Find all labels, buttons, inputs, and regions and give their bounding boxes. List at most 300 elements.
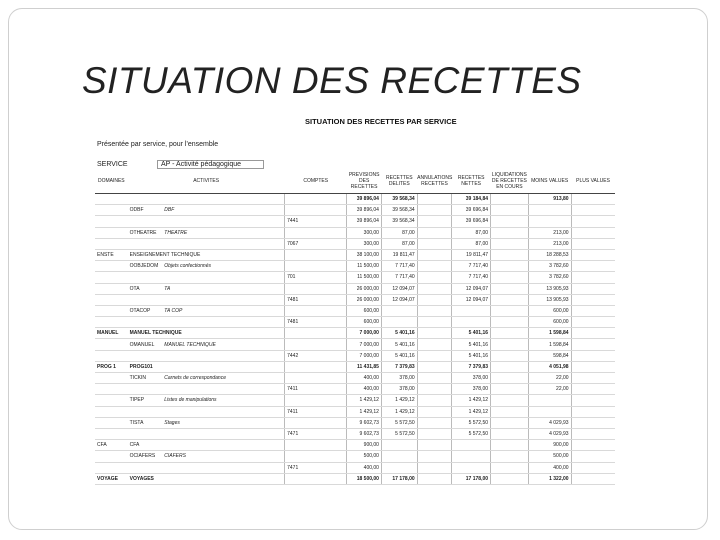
cell-domaine [95,373,128,384]
service-value: AP - Activité pédagogique [157,160,264,169]
cell-previsions: 300,00 [347,238,382,249]
cell-annulations [417,384,452,395]
cell-recettes-nettes [452,462,491,473]
header-recettes-delites: RECETTES DELITES [381,169,417,194]
cell-liquidations [491,440,529,451]
cell-compte [285,395,347,406]
cell-recettes-delites: 12 094,07 [381,294,417,305]
cell-recettes-delites: 5 401,16 [381,350,417,361]
table-row [95,373,615,384]
cell-activite-code [128,238,163,249]
cell-domaine [95,216,128,227]
cell-annulations [417,305,452,316]
cell-moins-values [528,395,571,406]
cell-liquidations [491,272,529,283]
cell-previsions: 600,00 [347,317,382,328]
cell-compte [285,339,347,350]
cell-compte [285,249,347,260]
table-row [95,328,615,339]
cell-activite-code: TIPEP [128,395,163,406]
cell-domaine [95,339,128,350]
cell-liquidations [491,294,529,305]
cell-plus-values [571,428,615,439]
header-plus-values: PLUS VALUES [571,169,615,194]
slide-title: SITUATION DES RECETTES [82,60,582,101]
cell-domaine [95,406,128,417]
cell-plus-values [571,249,615,260]
cell-recettes-delites [381,440,417,451]
cell-domaine: MANUEL [95,328,128,339]
cell-activite-label [162,272,284,283]
cell-liquidations [491,395,529,406]
table-row [95,417,615,428]
cell-activite-code [128,384,163,395]
cell-recettes-nettes: 7 717,40 [452,261,491,272]
cell-recettes-nettes: 1 429,12 [452,406,491,417]
cell-compte: 7441 [285,216,347,227]
cell-compte [285,205,347,216]
cell-compte [285,261,347,272]
cell-recettes-nettes [452,451,491,462]
cell-recettes-nettes: 7 717,40 [452,272,491,283]
cell-domaine [95,428,128,439]
cell-activite-code: ODBF [128,205,163,216]
cell-liquidations [491,317,529,328]
cell-previsions: 39 896,04 [347,216,382,227]
cell-annulations [417,261,452,272]
cell-annulations [417,417,452,428]
cell-activite-code [128,272,163,283]
cell-activite-code: OCIAFERS [128,451,163,462]
cell-recettes-nettes: 5 401,16 [452,328,491,339]
cell-plus-values [571,406,615,417]
cell-activite-code [128,294,163,305]
cell-activite-code: OTHEATRE [128,227,163,238]
table-row [95,294,615,305]
cell-recettes-delites [381,317,417,328]
cell-moins-values: 213,00 [528,227,571,238]
cell-previsions: 1 429,12 [347,395,382,406]
cell-moins-values: 22,00 [528,384,571,395]
cell-annulations [417,350,452,361]
cell-plus-values [571,339,615,350]
table-row [95,261,615,272]
cell-moins-values: 213,00 [528,238,571,249]
cell-plus-values [571,317,615,328]
cell-annulations [417,440,452,451]
cell-activite-label: TA [162,283,284,294]
cell-liquidations [491,283,529,294]
cell-activite-code: MANUEL TECHNIQUE [128,328,163,339]
cell-activite-code: TICKIN [128,373,163,384]
cell-recettes-delites: 7 717,40 [381,261,417,272]
cell-compte [285,283,347,294]
cell-recettes-delites: 5 572,50 [381,428,417,439]
report-title: SITUATION DES RECETTES PAR SERVICE [305,117,457,126]
cell-activite-code: PROG101 [128,361,163,372]
cell-activite-label [162,361,284,372]
cell-annulations [417,283,452,294]
cell-previsions: 600,00 [347,305,382,316]
cell-previsions: 26 000,00 [347,294,382,305]
cell-activite-code: OMANUEL [128,339,163,350]
header-liquidations: LIQUIDATIONS DE RECETTES EN COURS [491,169,529,194]
cell-moins-values: 13 905,93 [528,283,571,294]
cell-compte [285,328,347,339]
cell-activite-label [162,216,284,227]
cell-recettes-nettes: 5 572,50 [452,417,491,428]
cell-plus-values [571,440,615,451]
cell-recettes-nettes: 1 429,12 [452,395,491,406]
cell-domaine [95,238,128,249]
cell-activite-label [162,473,284,484]
cell-activite-code: OTA [128,283,163,294]
cell-plus-values [571,350,615,361]
cell-activite-code: CFA [128,440,163,451]
cell-compte [285,473,347,484]
cell-activite-code [128,462,163,473]
cell-liquidations [491,417,529,428]
cell-liquidations [491,261,529,272]
cell-plus-values [571,205,615,216]
cell-compte: 7442 [285,350,347,361]
cell-recettes-nettes: 12 094,07 [452,283,491,294]
cell-recettes-delites: 378,00 [381,384,417,395]
cell-plus-values [571,216,615,227]
table-row [95,194,615,205]
cell-moins-values: 598,84 [528,350,571,361]
cell-previsions: 400,00 [347,384,382,395]
cell-activite-label [162,194,284,205]
table-row [95,395,615,406]
cell-domaine [95,417,128,428]
cell-compte [285,361,347,372]
cell-annulations [417,216,452,227]
cell-liquidations [491,451,529,462]
cell-recettes-nettes: 87,00 [452,238,491,249]
cell-liquidations [491,462,529,473]
cell-recettes-delites: 7 717,40 [381,272,417,283]
cell-activite-label [162,462,284,473]
cell-liquidations [491,238,529,249]
cell-annulations [417,462,452,473]
cell-recettes-nettes: 87,00 [452,227,491,238]
cell-moins-values [528,406,571,417]
table-header-row [95,169,615,194]
cell-recettes-delites: 5 401,16 [381,339,417,350]
cell-plus-values [571,462,615,473]
cell-domaine [95,283,128,294]
cell-recettes-delites [381,451,417,462]
cell-annulations [417,205,452,216]
cell-moins-values: 600,00 [528,317,571,328]
cell-annulations [417,272,452,283]
cell-moins-values: 18 288,53 [528,249,571,260]
cell-annulations [417,406,452,417]
header-annulations: ANNULATIONS RECETTES [417,169,452,194]
cell-moins-values: 4 051,98 [528,361,571,372]
cell-recettes-delites: 19 811,47 [381,249,417,260]
cell-liquidations [491,205,529,216]
cell-liquidations [491,473,529,484]
service-filter [97,160,264,169]
cell-activite-label [162,440,284,451]
cell-activite-code [128,406,163,417]
cell-recettes-delites: 87,00 [381,227,417,238]
cell-compte [285,417,347,428]
cell-domaine [95,261,128,272]
cell-annulations [417,328,452,339]
table-row [95,440,615,451]
cell-domaine [95,227,128,238]
cell-previsions: 9 602,73 [347,428,382,439]
cell-previsions: 26 000,00 [347,283,382,294]
table-row [95,216,615,227]
cell-annulations [417,317,452,328]
cell-previsions: 18 500,00 [347,473,382,484]
cell-annulations [417,473,452,484]
header-previsions: PREVISIONS DES RECETTES [347,169,382,194]
cell-compte: 7411 [285,406,347,417]
cell-compte: 7471 [285,462,347,473]
table-row [95,272,615,283]
cell-previsions: 9 602,73 [347,417,382,428]
cell-annulations [417,339,452,350]
cell-plus-values [571,473,615,484]
cell-previsions: 11 500,00 [347,272,382,283]
cell-recettes-nettes: 5 572,50 [452,428,491,439]
cell-recettes-delites [381,305,417,316]
cell-previsions: 7 000,00 [347,339,382,350]
cell-domaine [95,272,128,283]
cell-plus-values [571,328,615,339]
table-row [95,384,615,395]
recettes-table [95,169,615,485]
table-row [95,238,615,249]
cell-moins-values: 13 905,93 [528,294,571,305]
cell-plus-values [571,283,615,294]
cell-domaine: PROG 1 [95,361,128,372]
cell-activite-code [128,350,163,361]
cell-recettes-delites: 39 568,34 [381,216,417,227]
cell-previsions: 39 896,04 [347,194,382,205]
cell-activite-code: VOYAGES [128,473,163,484]
cell-previsions: 39 896,04 [347,205,382,216]
cell-previsions: 7 000,00 [347,328,382,339]
cell-activite-code: OTACOP [128,305,163,316]
cell-plus-values [571,305,615,316]
cell-liquidations [491,339,529,350]
cell-liquidations [491,428,529,439]
cell-plus-values [571,227,615,238]
cell-activite-label [162,428,284,439]
cell-moins-values: 3 782,60 [528,272,571,283]
cell-plus-values [571,272,615,283]
cell-previsions: 38 100,00 [347,249,382,260]
cell-recettes-nettes [452,317,491,328]
cell-compte [285,373,347,384]
cell-recettes-nettes: 39 696,84 [452,216,491,227]
cell-domaine [95,317,128,328]
cell-recettes-delites: 7 379,83 [381,361,417,372]
cell-moins-values: 913,80 [528,194,571,205]
cell-activite-code [128,194,163,205]
table-row [95,473,615,484]
cell-moins-values [528,216,571,227]
cell-annulations [417,373,452,384]
cell-moins-values: 4 029,93 [528,428,571,439]
table-row [95,305,615,316]
cell-compte: 7067 [285,238,347,249]
cell-activite-code [128,216,163,227]
cell-moins-values: 500,00 [528,451,571,462]
table-row [95,205,615,216]
cell-compte [285,440,347,451]
header-moins-values: MOINS VALUES [528,169,571,194]
table-row [95,283,615,294]
cell-plus-values [571,384,615,395]
cell-plus-values [571,294,615,305]
cell-annulations [417,451,452,462]
cell-previsions: 900,00 [347,440,382,451]
cell-annulations [417,249,452,260]
cell-compte: 7481 [285,294,347,305]
cell-compte: 701 [285,272,347,283]
cell-recettes-nettes: 19 811,47 [452,249,491,260]
cell-recettes-nettes: 12 094,07 [452,294,491,305]
cell-recettes-delites [381,462,417,473]
cell-liquidations [491,305,529,316]
cell-activite-label: Carnets de correspondance [162,373,284,384]
cell-previsions: 400,00 [347,462,382,473]
cell-recettes-nettes: 39 696,84 [452,205,491,216]
cell-liquidations [491,216,529,227]
cell-recettes-delites: 1 429,12 [381,395,417,406]
cell-compte [285,305,347,316]
cell-moins-values: 1 322,00 [528,473,571,484]
cell-domaine [95,205,128,216]
cell-activite-label: Objets confectionnés [162,261,284,272]
cell-activite-label: DBF [162,205,284,216]
cell-liquidations [491,361,529,372]
table-row [95,249,615,260]
cell-previsions: 400,00 [347,373,382,384]
cell-recettes-delites: 39 568,34 [381,205,417,216]
cell-moins-values: 900,00 [528,440,571,451]
cell-compte [285,194,347,205]
cell-previsions: 11 500,00 [347,261,382,272]
cell-domaine [95,384,128,395]
cell-previsions: 7 000,00 [347,350,382,361]
cell-activite-label: Stages [162,417,284,428]
cell-activite-label [162,238,284,249]
cell-compte: 7481 [285,317,347,328]
cell-recettes-delites: 87,00 [381,238,417,249]
table-row [95,451,615,462]
cell-annulations [417,294,452,305]
cell-previsions: 300,00 [347,227,382,238]
header-activites: ACTIVITES [128,169,285,194]
header-recettes-nettes: RECETTES NETTES [452,169,491,194]
cell-plus-values [571,373,615,384]
cell-activite-label [162,350,284,361]
table-row [95,339,615,350]
cell-recettes-nettes: 17 178,00 [452,473,491,484]
cell-domaine [95,395,128,406]
cell-activite-label: MANUEL TECHNIQUE [162,339,284,350]
cell-recettes-nettes [452,440,491,451]
cell-liquidations [491,384,529,395]
cell-domaine [95,305,128,316]
cell-activite-label [162,294,284,305]
cell-moins-values: 4 029,93 [528,417,571,428]
cell-liquidations [491,227,529,238]
cell-plus-values [571,451,615,462]
cell-liquidations [491,350,529,361]
report-image [95,116,659,482]
cell-moins-values: 1 598,84 [528,328,571,339]
cell-activite-code [128,428,163,439]
cell-moins-values: 1 598,84 [528,339,571,350]
table-row [95,428,615,439]
cell-activite-label: Listes de manipulations [162,395,284,406]
cell-liquidations [491,406,529,417]
cell-recettes-delites: 17 178,00 [381,473,417,484]
cell-activite-label [162,406,284,417]
cell-domaine: CFA [95,440,128,451]
cell-activite-code: TISTA [128,417,163,428]
table-row [95,406,615,417]
cell-domaine [95,194,128,205]
header-domaines: DOMAINES [95,169,128,194]
cell-moins-values [528,205,571,216]
cell-previsions: 11 431,85 [347,361,382,372]
cell-activite-code [128,317,163,328]
cell-domaine [95,462,128,473]
cell-annulations [417,428,452,439]
cell-activite-label [162,317,284,328]
cell-plus-values [571,238,615,249]
cell-liquidations [491,328,529,339]
table-row [95,227,615,238]
cell-recettes-delites: 5 572,50 [381,417,417,428]
cell-moins-values: 400,00 [528,462,571,473]
service-label: SERVICE [97,161,128,168]
cell-liquidations [491,249,529,260]
cell-activite-label: CIAFERS [162,451,284,462]
cell-moins-values: 3 782,60 [528,261,571,272]
cell-recettes-nettes: 5 401,16 [452,350,491,361]
cell-compte: 7411 [285,384,347,395]
cell-domaine [95,451,128,462]
cell-activite-label [162,384,284,395]
cell-domaine [95,294,128,305]
cell-plus-values [571,395,615,406]
cell-recettes-delites: 5 401,16 [381,328,417,339]
cell-recettes-nettes: 7 379,83 [452,361,491,372]
table-row [95,350,615,361]
cell-compte: 7471 [285,428,347,439]
cell-recettes-nettes: 5 401,16 [452,339,491,350]
cell-recettes-nettes: 39 184,84 [452,194,491,205]
cell-activite-code: ENSEIGNEMENT TECHNIQUE [128,249,163,260]
cell-annulations [417,395,452,406]
cell-domaine: ENSTE [95,249,128,260]
cell-recettes-delites: 12 094,07 [381,283,417,294]
cell-recettes-delites: 1 429,12 [381,406,417,417]
cell-compte [285,227,347,238]
cell-recettes-nettes: 378,00 [452,384,491,395]
